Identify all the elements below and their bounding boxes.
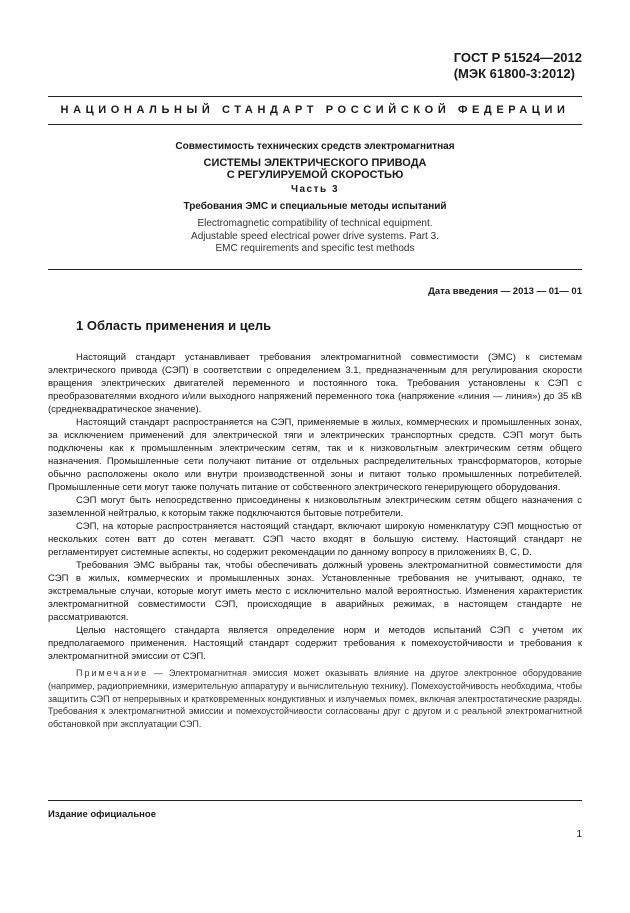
introduction-date: Дата введения — 2013 — 01— 01 xyxy=(428,286,582,297)
note-paragraph xyxy=(48,667,582,731)
footer-divider xyxy=(48,800,582,801)
title-main-line1: СИСТЕМЫ ЭЛЕКТРИЧЕСКОГО ПРИВОДА xyxy=(203,157,427,169)
edition-label: Издание официальное xyxy=(48,809,156,820)
page-number: 1 xyxy=(576,829,582,840)
paragraph: Целью настоящего стандарта является определение норм и методов испытаний СЭП с учетом их предполагаемого применения. Настоящий стандарт содержит требования к помехоустойчивости и требования к электромагнитной эмиссии от СЭП. xyxy=(48,625,582,662)
standard-code-block xyxy=(454,50,582,82)
part-label: Часть 3 xyxy=(290,184,340,195)
note-text: — Электромагнитная эмиссия может оказывать влияние на другое электронное оборудование (например, радиоприемники, измерительную аппаратуру и вычислительную технику). Помехоустойчивость необходима, чтобы защитить СЭП от непрерывных и кратковременных кондуктивных и излучаемых помех, включая электростатические разряды. Требования к электромагнитной эмиссии и помехоустойчивости согласованы друг с другом и с реальной электромагнитной обстановкой при эксплуатации СЭП. xyxy=(48,668,582,730)
title-general: Совместимость технических средств электромагнитная xyxy=(175,141,455,152)
english-title-line1: Electromagnetic compatibility of technical equipment. xyxy=(197,218,433,229)
paragraph: Требования ЭМС выбраны так, чтобы обеспечивать должный уровень электромагнитной совместимости для СЭП в жилых, коммерческих и промышленных зонах. Установленные требования не учитывают, однако, те экстремальные случаи, которые могут иметь место с исключительно малой вероятностью. Изменения характеристик электромагнитной совместимости СЭП, происходящие в аварийных режимах, в настоящем стандарте не рассматриваются. xyxy=(48,560,582,623)
national-standard-banner: НАЦИОНАЛЬНЫЙ СТАНДАРТ РОССИЙСКОЙ ФЕДЕРАЦИИ xyxy=(60,104,570,116)
title-divider xyxy=(48,269,582,270)
title-subtitle: Требования ЭМС и специальные методы испытаний xyxy=(183,201,447,212)
paragraph: СЭП, на которые распространяется настоящий стандарт, включают широкую номенклатуру СЭП мощностью от нескольких сотен ватт до сотен мегаватт. СЭП часто входят в большую систему. Настоящий стандарт не регламентирует системные аспекты, но содержит рекомендации по данному вопросу в приложениях B, C, D. xyxy=(48,521,582,558)
note-label: Примечание xyxy=(76,668,149,678)
paragraph: Настоящий стандарт распространяется на СЭП, применяемые в жилых, коммерческих и промышленных зонах, за исключением применений для электрической тяги и электрических транспортных средств. СЭП могут быть подключены как к промышленным электрическим сетям, так и к низковольтным электрическим сетям общего назначения. Промышленные сети получают питание от отдельных распределительных трансформаторов, которые обычно расположены около или внутри производственной зоны и питают только промышленных потребителей. Промышленные сети могут также получать питание от собственного электрического генерирующего оборудования. xyxy=(48,417,582,493)
title-main-line2: С РЕГУЛИРУЕМОЙ СКОРОСТЬЮ xyxy=(226,169,404,181)
standard-code: ГОСТ Р 51524—2012 xyxy=(453,50,582,65)
iec-code: (МЭК 61800-3:2012) xyxy=(453,66,575,81)
top-divider xyxy=(48,96,582,97)
section-body xyxy=(48,351,582,731)
english-title-line3: EMC requirements and specific test methods xyxy=(215,243,415,254)
english-title xyxy=(48,218,582,256)
english-title-line2: Adjustable speed electrical power drive systems. Part 3. xyxy=(191,230,439,242)
title-block xyxy=(48,140,582,256)
banner-divider xyxy=(48,124,582,125)
paragraph: СЭП могут быть непосредственно присоединены к низковольтным электрическим сетям общего назначения с заземленной нейтралью, к которым также подключаются бытовые потребители. xyxy=(48,495,582,519)
section-heading: 1 Область применения и цель xyxy=(76,318,272,333)
paragraph: Настоящий стандарт устанавливает требования электромагнитной совместимости (ЭМС) к системам электрического привода (СЭП) в соответствии с определением 3.1, предназначенным для регулирования скорости вращения электрических двигателей переменного и постоянного тока. Требования установлены к СЭП с преобразователями входного и/или выходного напряжений переменного тока (напряжение «линия — линия») до 35 кВ (среднеквадратическое значение). xyxy=(48,352,582,415)
